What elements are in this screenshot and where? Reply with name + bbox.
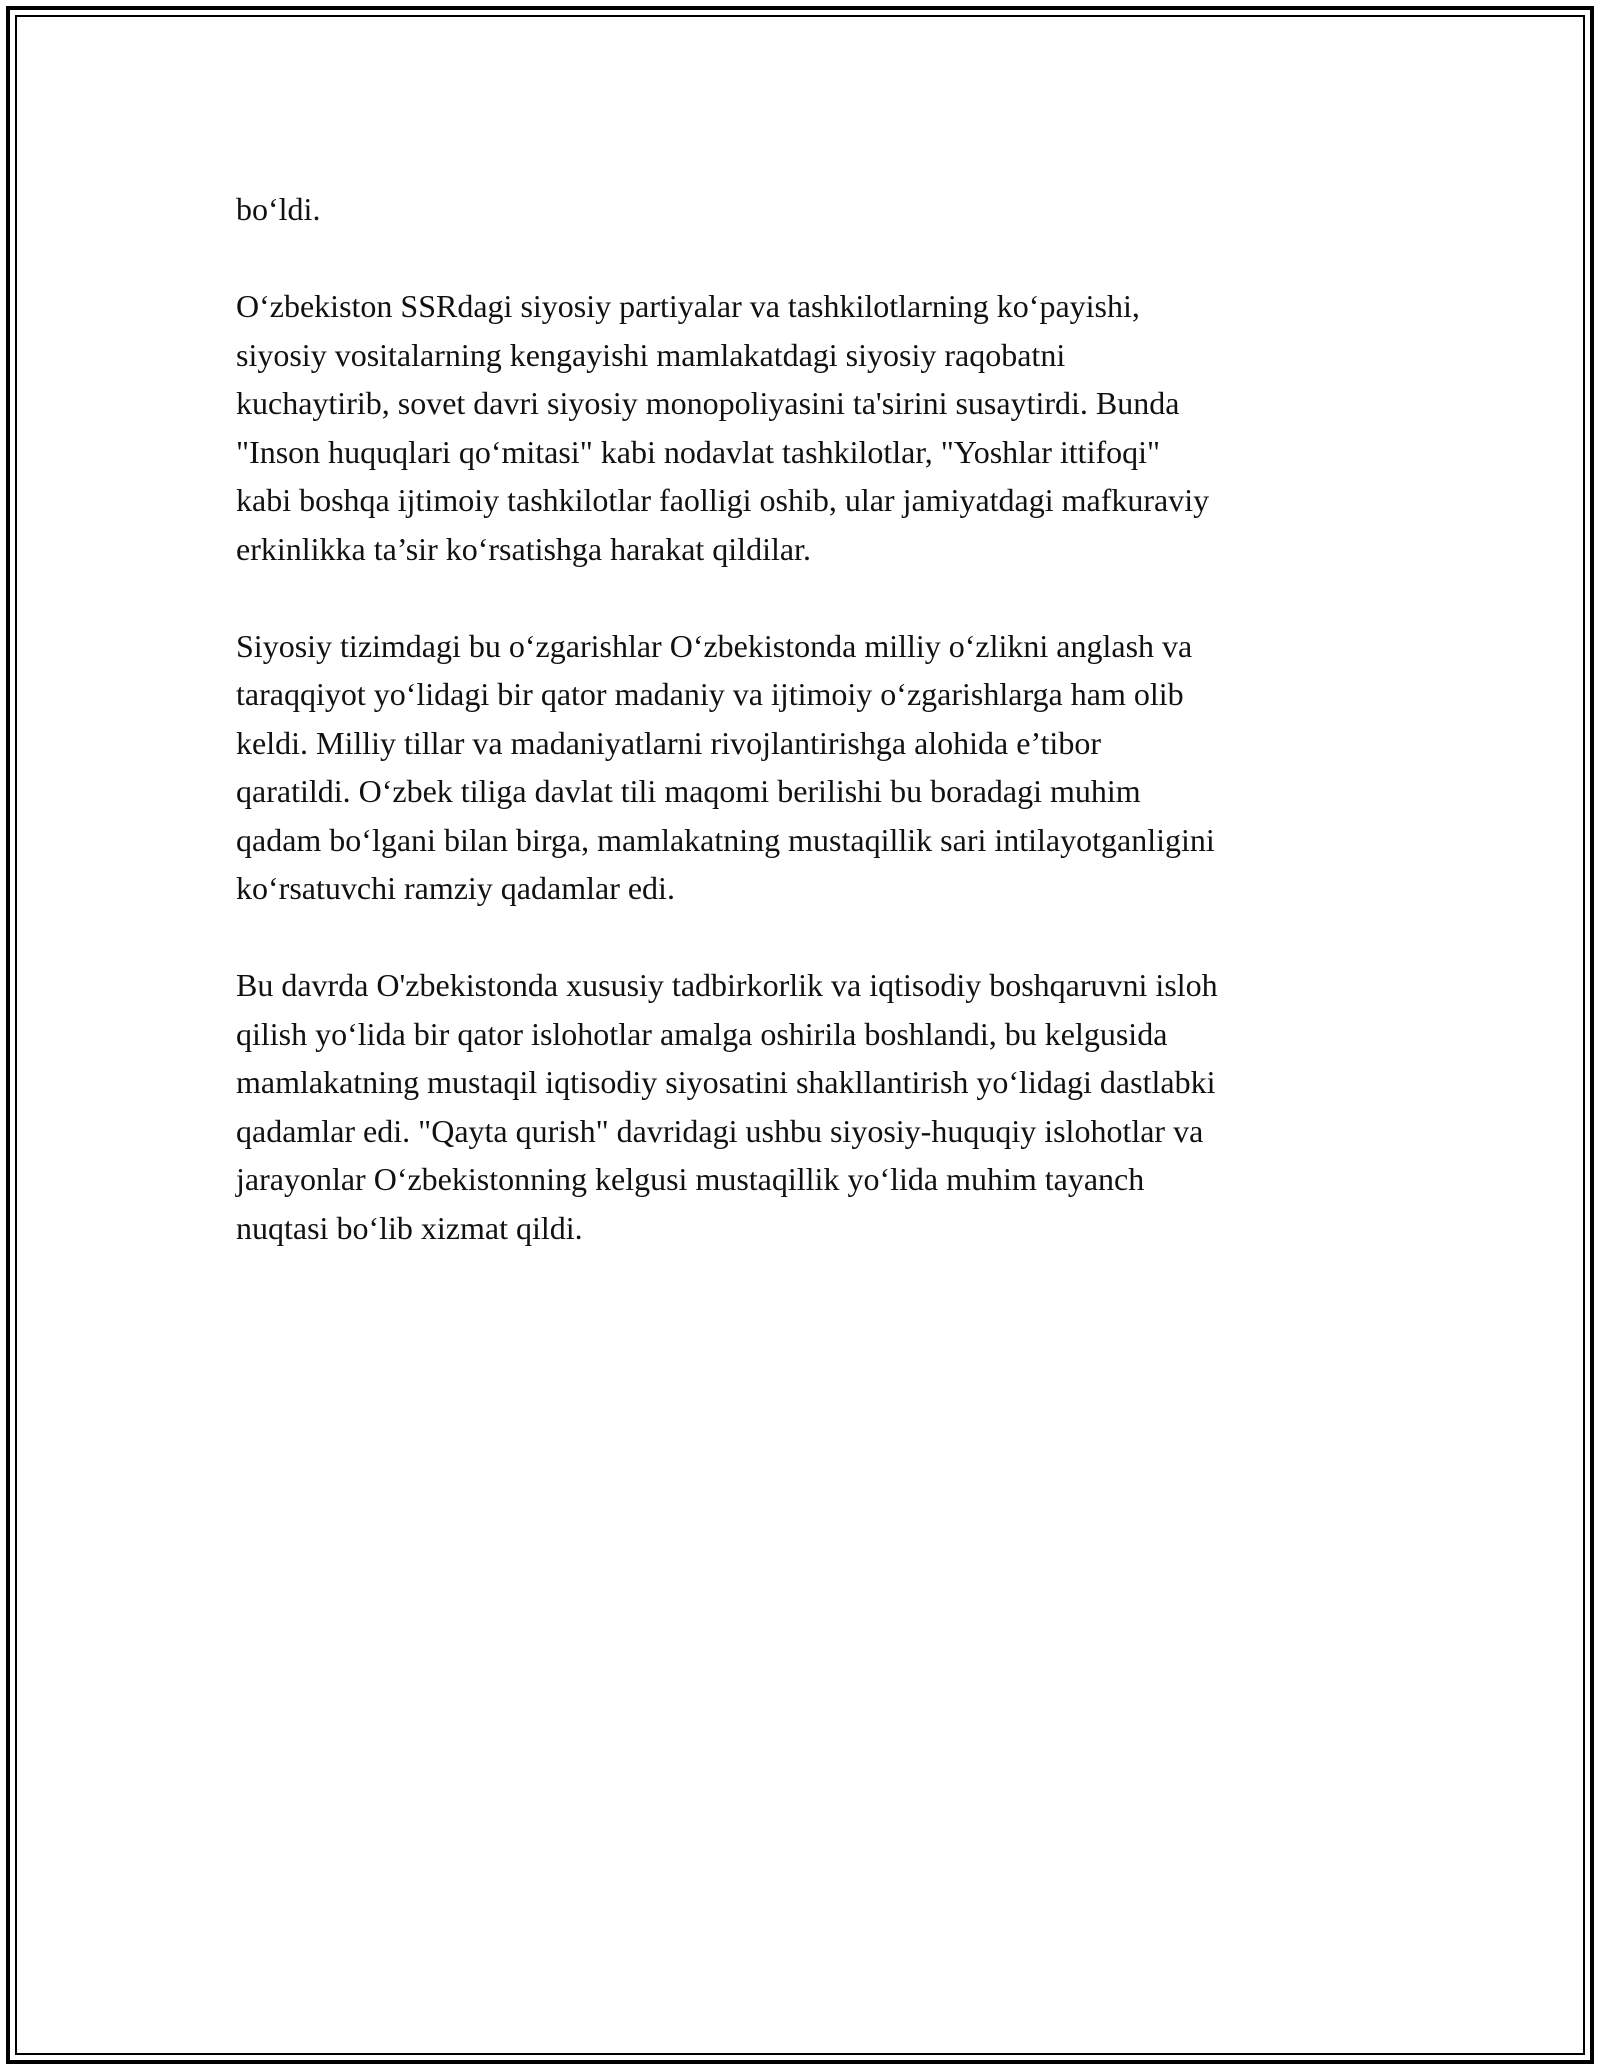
text-line: "Inson huquqlari qo‘mitasi" kabi nodavlat tashkilotlar, "Yoshlar ittifoqi": [236, 433, 1161, 470]
text-line: taraqqiyot yo‘lidagi bir qator madaniy va ijtimoiy o‘zgarishlarga ham olib: [236, 676, 1184, 712]
document-body: [236, 185, 1376, 1301]
text-line: nuqtasi bo‘lib xizmat qildi.: [236, 1209, 583, 1246]
text-line: jarayonlar O‘zbekistonning kelgusi mustaqillik yo‘lida muhim tayanch: [236, 1161, 1145, 1197]
text-line: kuchaytirib, sovet davri siyosiy monopoliyasini ta'sirini susaytirdi. Bunda: [236, 385, 1180, 421]
paragraph-2: [236, 282, 1376, 573]
paragraph-3: [236, 622, 1376, 913]
paragraph-4: [236, 961, 1376, 1252]
text-line: qilish yo‘lida bir qator islohotlar amalga oshirila boshlandi, bu kelgusida: [236, 1015, 1168, 1052]
text-line: mamlakatning mustaqil iqtisodiy siyosatini shakllantirish yo‘lidagi dastlabki: [236, 1064, 1216, 1100]
text-line: erkinlikka ta’sir ko‘rsatishga harakat qildilar.: [236, 530, 811, 567]
text-line: Bu davrda O'zbekistonda xususiy tadbirkorlik va iqtisodiy boshqaruvni isloh: [236, 967, 1218, 1003]
text-line: siyosiy vositalarning kengayishi mamlakatdagi siyosiy raqobatni: [236, 336, 1066, 373]
text-line: Siyosiy tizimdagi bu o‘zgarishlar O‘zbekistonda milliy o‘zlikni anglash va: [236, 627, 1193, 664]
text-line: qadam bo‘lgani bilan birga, mamlakatning mustaqillik sari intilayotganligini: [236, 821, 1215, 858]
text-line: qadamlar edi. "Qayta qurish" davridagi ushbu siyosiy-huquqiy islohotlar va: [236, 1112, 1204, 1149]
text-line: bo‘ldi.: [236, 191, 321, 227]
text-line: keldi. Milliy tillar va madaniyatlarni rivojlantirishga alohida e’tibor: [236, 724, 1101, 761]
text-line: kabi boshqa ijtimoiy tashkilotlar faolligi oshib, ular jamiyatdagi mafkuraviy: [236, 482, 1210, 518]
text-line: ko‘rsatuvchi ramziy qadamlar edi.: [236, 870, 675, 906]
text-line: qaratildi. O‘zbek tiliga davlat tili maqomi berilishi bu boradagi muhim: [236, 773, 1141, 809]
paragraph-1: [236, 185, 1376, 234]
text-line: O‘zbekiston SSRdagi siyosiy partiyalar va tashkilotlarning ko‘payishi,: [236, 288, 1140, 324]
